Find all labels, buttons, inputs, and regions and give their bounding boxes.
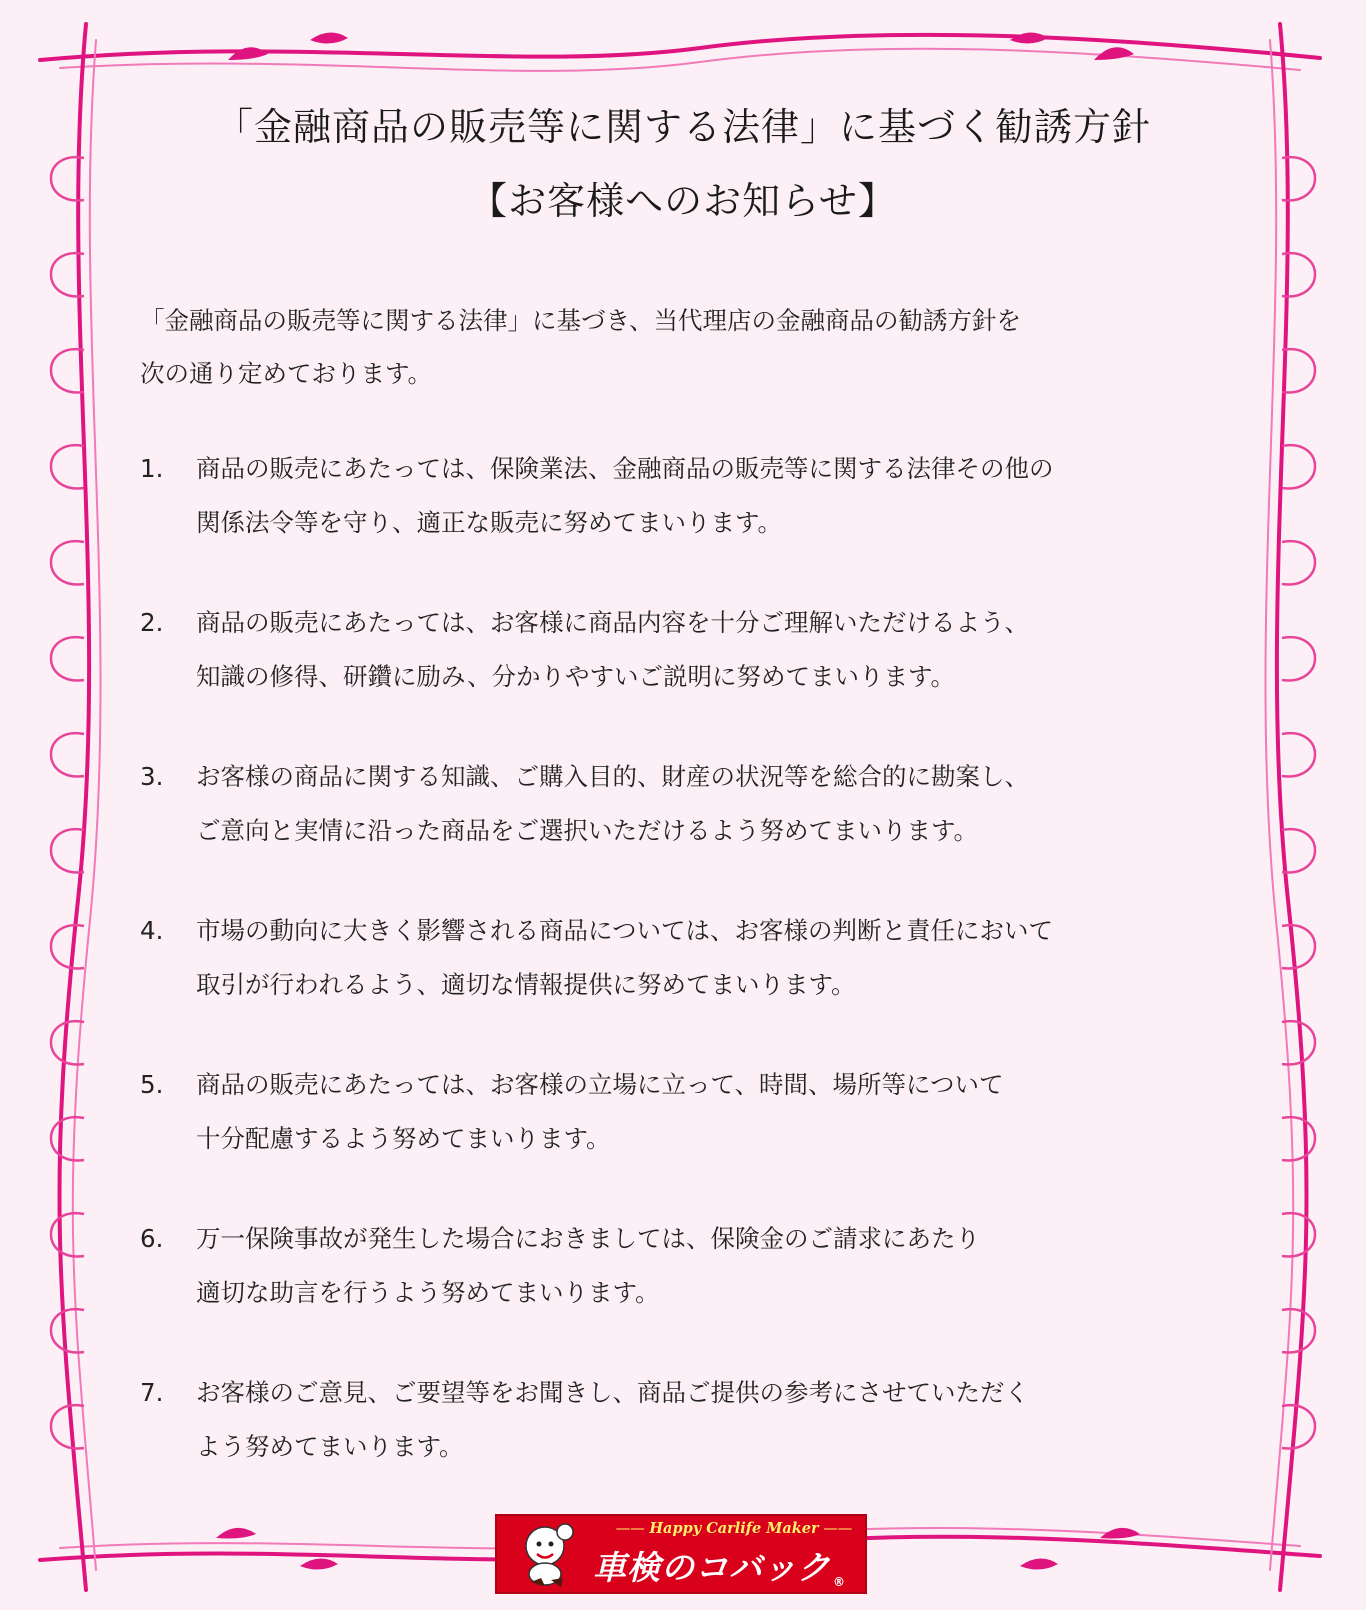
mascot-icon [515, 1522, 579, 1588]
item-number: 2. [140, 608, 164, 637]
ribbon-loop-right [1282, 445, 1315, 488]
item-text-line: よう努めてまいります。 [196, 1432, 464, 1461]
logo-brand-text: 車検のコバック [593, 1548, 831, 1587]
item-text-line: 万一保険事故が発生した場合におきましては、保険金のご請求にあたり [196, 1224, 980, 1253]
ribbon-loop-left [51, 829, 84, 872]
item-number: 5. [140, 1070, 164, 1099]
policy-item-7 [140, 1366, 1250, 1474]
ribbon-loop-left [51, 637, 84, 680]
policy-item-5 [140, 1058, 1250, 1166]
page-subtitle: 【お客様へのお知らせ】 [469, 179, 897, 223]
ribbon-loop-right [1282, 1309, 1315, 1352]
policy-item-4 [140, 904, 1250, 1012]
logo-brand [593, 1542, 859, 1589]
item-number: 7. [140, 1378, 164, 1407]
item-text-line: 適切な助言を行うよう努めてまいります。 [196, 1278, 660, 1307]
item-text-line: お客様のご意見、ご要望等をお聞きし、商品ご提供の参考にさせていただく [196, 1378, 1029, 1407]
ribbon-loop-left [51, 541, 84, 584]
item-text-line: ご意向と実情に沿った商品をご選択いただけるよう努めてまいります。 [196, 816, 979, 845]
kobac-logo[interactable] [495, 1514, 867, 1594]
policy-item-6 [140, 1212, 1250, 1320]
ribbon-loop-right [1282, 541, 1315, 584]
ribbon-loop-left [51, 925, 84, 968]
item-number: 4. [140, 916, 164, 945]
ribbon-loop-right [1282, 637, 1315, 680]
ribbon-loop-right [1282, 1405, 1315, 1448]
item-number: 1. [140, 454, 164, 483]
item-text-line: 商品の販売にあたっては、お客様の立場に立って、時間、場所等について [196, 1070, 1004, 1099]
intro-paragraph [140, 294, 1240, 400]
ribbon-loop-left [51, 1117, 84, 1160]
ribbon-loop-left [51, 1309, 84, 1352]
item-text-line: 関係法令等を守り、適正な販売に努めてまいります。 [196, 508, 783, 537]
ribbon-loop-right [1282, 925, 1315, 968]
policy-item-3 [140, 750, 1250, 858]
policy-item-2 [140, 596, 1250, 704]
item-text-line: お客様の商品に関する知識、ご購入目的、財産の状況等を総合的に勘案し、 [196, 762, 1029, 791]
ribbon-loop-right [1282, 733, 1315, 776]
page-title: 「金融商品の販売等に関する法律」に基づく勧誘方針 [214, 105, 1151, 149]
item-text-line: 十分配慮するよう努めてまいります。 [196, 1124, 611, 1153]
item-text-line: 市場の動向に大きく影響される商品については、お客様の判断と責任において [196, 916, 1054, 945]
intro-line: 「金融商品の販売等に関する法律」に基づき、当代理店の金融商品の勧誘方針を [140, 306, 1022, 335]
ribbon-loop-left [51, 445, 84, 488]
intro-line: 次の通り定めております。 [140, 359, 433, 388]
ribbon-loop-right [1282, 1213, 1315, 1256]
item-text-line: 取引が行われるよう、適切な情報提供に努めてまいります。 [196, 970, 856, 999]
logo-tagline: —— Happy Carlife Maker —— [609, 1520, 859, 1537]
item-number: 3. [140, 762, 164, 791]
ribbon-loop-left [51, 1405, 84, 1448]
item-text-line: 商品の販売にあたっては、保険業法、金融商品の販売等に関する法律その他の [196, 454, 1054, 483]
registered-mark: ® [833, 1575, 846, 1589]
item-number: 6. [140, 1224, 164, 1253]
item-text-line: 知識の修得、研鑽に励み、分かりやすいご説明に努めてまいります。 [196, 662, 956, 691]
policy-item-1 [140, 442, 1250, 550]
ribbon-loop-left [51, 733, 84, 776]
ribbon-loop-left [51, 1213, 84, 1256]
ribbon-loop-right [1282, 1117, 1315, 1160]
item-text-line: 商品の販売にあたっては、お客様に商品内容を十分ご理解いただけるよう、 [196, 608, 1029, 637]
ribbon-loop-right [1282, 829, 1315, 872]
